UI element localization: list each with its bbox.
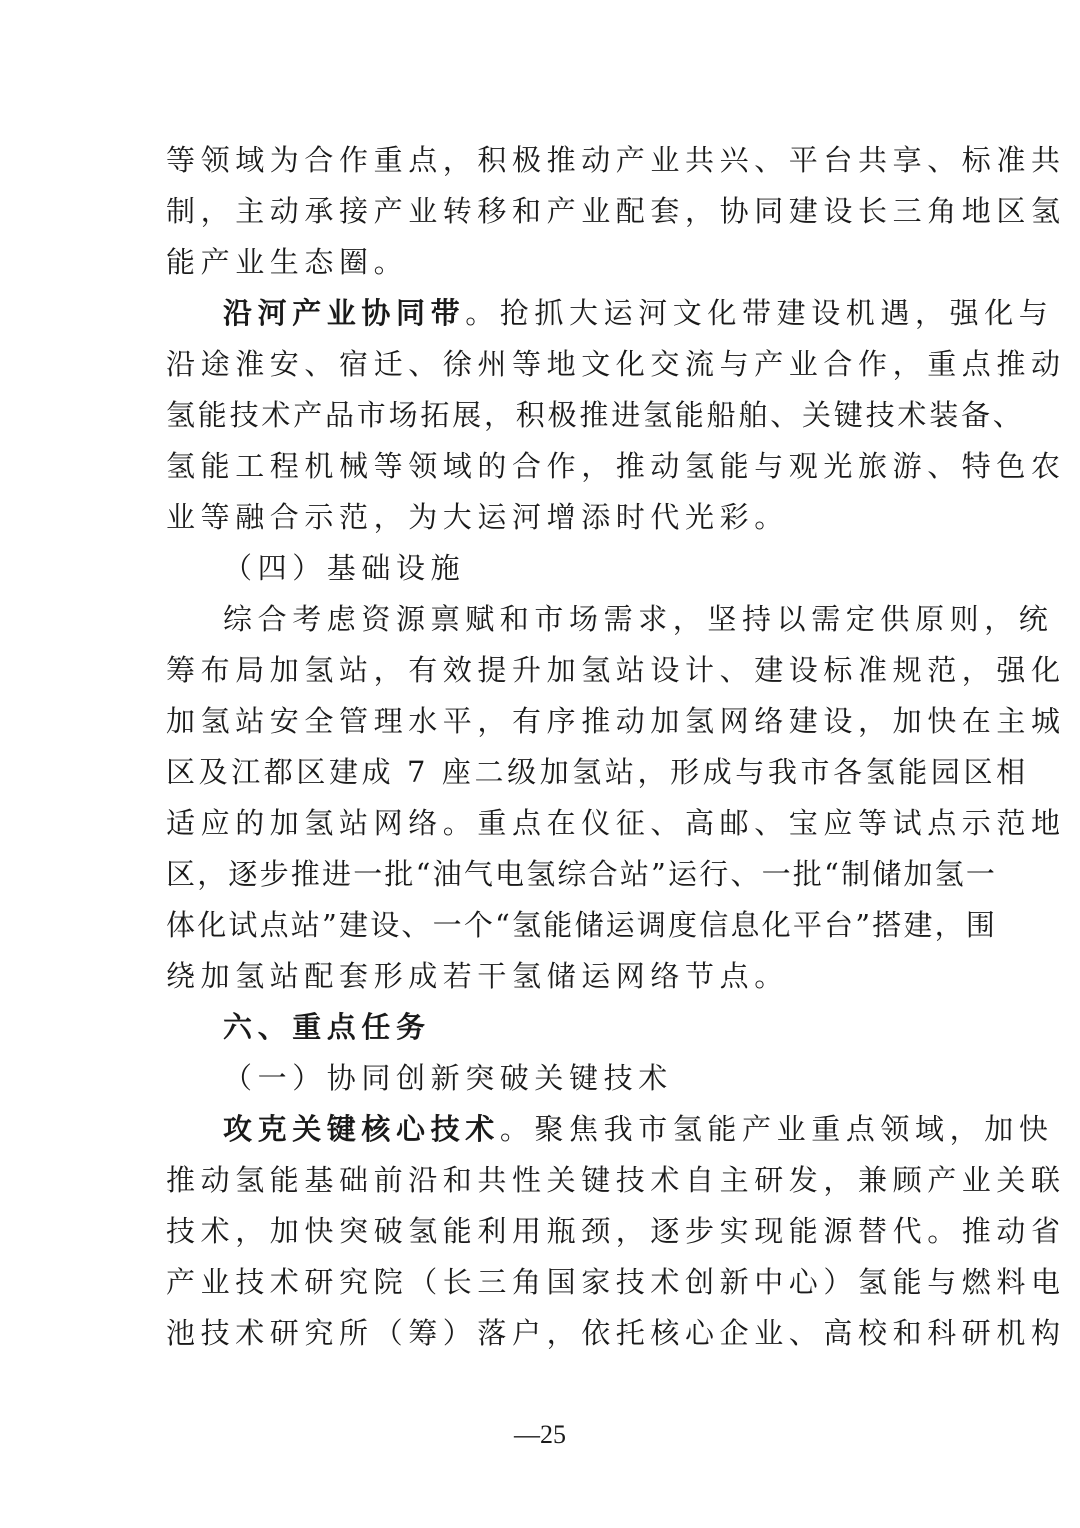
text-span: 绕加氢站配套形成若干氢储运网络节点。 — [166, 959, 789, 993]
text-line — [166, 956, 918, 996]
text-span: 产业技术研究院（长三角国家技术创新中心）氢能与燃料电 — [166, 1265, 1066, 1299]
text-line — [166, 446, 1066, 486]
text-span: 制，主动承接产业转移和产业配套，协同建设长三角地区氢 — [166, 194, 1066, 228]
text-line — [166, 854, 998, 894]
text-line — [166, 1262, 1066, 1302]
text-line — [166, 905, 998, 945]
text-span: 氢能工程机械等领域的合作，推动氢能与观光旅游、特色农 — [166, 449, 1066, 483]
text-line — [166, 242, 918, 282]
text-span: 。聚焦我市氢能产业重点领域，加快 — [499, 1112, 1054, 1146]
text-span: 池技术研究所（筹）落户，依托核心企业、高校和科研机构 — [166, 1316, 1066, 1350]
text-line — [166, 701, 1066, 741]
text-span: 筹布局加氢站，有效提升加氢站设计、建设标准规范，强化 — [166, 653, 1066, 687]
text-span: 区，逐步推进一批“油气电氢综合站”运行、一批“制储加氢一 — [166, 857, 998, 891]
text-line — [223, 599, 1054, 639]
section-heading — [223, 1058, 918, 1098]
section-heading — [223, 548, 918, 588]
text-span: 等领域为合作重点，积极推动产业共兴、平台共享、标准共 — [166, 143, 1066, 177]
text-line — [166, 1313, 1066, 1353]
text-line — [166, 395, 1025, 435]
text-span: 业等融合示范，为大运河增添时代光彩。 — [166, 500, 789, 534]
text-line — [166, 140, 1066, 180]
text-line — [166, 497, 918, 537]
page-number: —25 — [514, 1420, 566, 1449]
bold-subheading: 沿河产业协同带 — [223, 296, 466, 330]
text-line — [223, 1109, 1054, 1149]
chapter-heading-text: 六、重点任务 — [223, 1010, 431, 1044]
text-span: 加氢站安全管理水平，有序推动加氢网络建设，加快在主城 — [166, 704, 1066, 738]
text-span: 能产业生态圈。 — [166, 245, 409, 279]
text-span: 综合考虑资源禀赋和市场需求，坚持以需定供原则，统 — [223, 602, 1054, 636]
text-line — [223, 293, 1054, 333]
text-span: 技术，加快突破氢能利用瓶颈，逐步实现能源替代。推动省 — [166, 1214, 1066, 1248]
text-line — [166, 650, 1066, 690]
text-line — [166, 344, 1066, 384]
chapter-heading — [223, 1007, 918, 1047]
bold-subheading: 攻克关键核心技术 — [223, 1112, 500, 1146]
text-span: 推动氢能基础前沿和共性关键技术自主研发，兼顾产业关联 — [166, 1163, 1066, 1197]
text-line — [166, 1211, 1066, 1251]
section-heading-text: （一）协同创新突破关键技术 — [223, 1061, 673, 1095]
text-span: 沿途淮安、宿迁、徐州等地文化交流与产业合作，重点推动 — [166, 347, 1066, 381]
text-span: 适应的加氢站网络。重点在仪征、高邮、宝应等试点示范地 — [166, 806, 1066, 840]
text-line — [166, 191, 1066, 231]
text-span: 体化试点站”建设、一个“氢能储运调度信息化平台”搭建，围 — [166, 908, 998, 942]
text-span: 。抢抓大运河文化带建设机遇，强化与 — [465, 296, 1054, 330]
section-heading-text: （四）基础设施 — [223, 551, 466, 585]
text-span: 氢能技术产品市场拓展，积极推进氢能船舶、关键技术装备、 — [166, 398, 1025, 432]
text-line — [166, 803, 1066, 843]
text-line — [166, 1160, 1066, 1200]
text-span: 区及江都区建成 7 座二级加氢站，形成与我市各氢能园区相 — [166, 755, 1029, 789]
text-line — [166, 752, 1029, 792]
